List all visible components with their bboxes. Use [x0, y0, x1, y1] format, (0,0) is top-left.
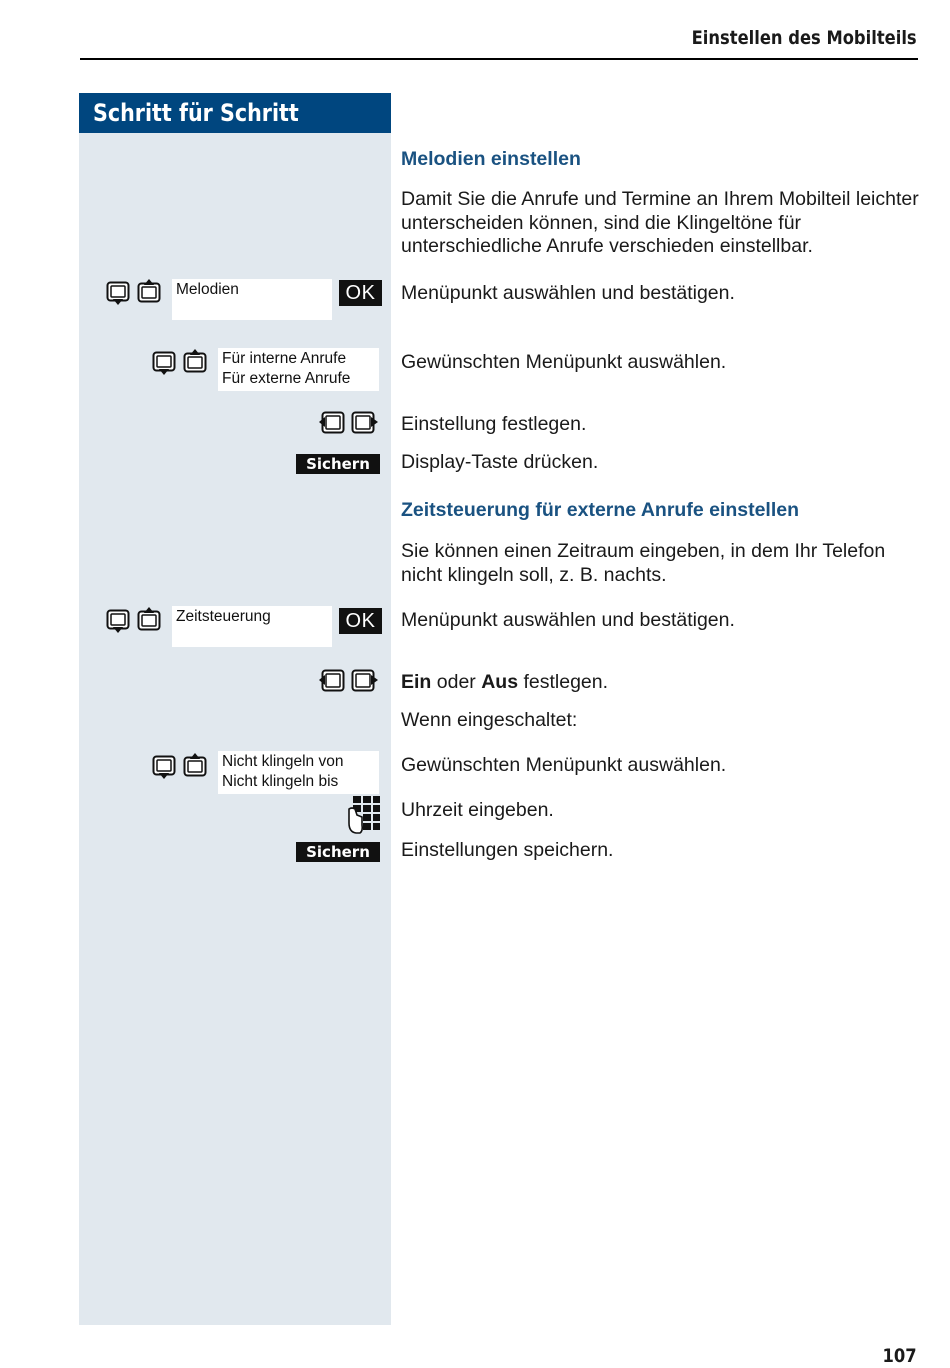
section-intro-zeitsteuerung: Sie können einen Zeitraum eingeben, in dem Ihr Telefon nicht klingeln soll, z. B. nachts. [401, 540, 886, 586]
display-line: Melodien [176, 281, 239, 298]
running-header: Einstellen des Mobilteils [691, 27, 917, 49]
display-line: Für interne Anrufe [222, 350, 347, 367]
step-text: Display-Taste drücken. [401, 451, 599, 473]
display-menu-item [172, 606, 332, 647]
ok-button: OK [339, 280, 382, 306]
step-by-step-header [79, 93, 391, 133]
step-text-end: festlegen. [518, 671, 609, 693]
arrow-up-key-icon [137, 606, 163, 632]
display-line: Nicht klingeln bis [222, 772, 339, 790]
keypad-hand-icon [345, 795, 381, 835]
step-text: Menüpunkt auswählen und bestätigen. [401, 609, 735, 631]
header-rule [80, 58, 918, 60]
arrow-down-key-icon [152, 754, 178, 780]
display-menu-item [172, 279, 332, 320]
arrow-down-key-icon [106, 280, 132, 306]
option-ein: Ein [401, 671, 432, 693]
arrow-right-key-icon [351, 411, 379, 435]
note-text: Wenn eingeschaltet: [401, 709, 578, 731]
sichern-softkey: Sichern [296, 842, 380, 862]
step-text: Gewünschten Menüpunkt auswählen. [401, 754, 727, 776]
arrow-up-key-icon [137, 278, 163, 304]
step-text: Einstellungen speichern. [401, 839, 614, 861]
section-intro-melodien: Damit Sie die Anrufe und Termine an Ihrem Mobilteil leichter unterscheiden können, sind die Klingeltöne für unterschiedliche Anrufe verschieden einstellbar. [401, 188, 919, 257]
arrow-down-key-icon [106, 608, 132, 634]
display-line: Nicht klingeln von [222, 753, 344, 770]
page-number: 107 [882, 1345, 917, 1367]
display-line: Zeitsteuerung [176, 608, 271, 625]
arrow-left-key-icon [318, 411, 346, 435]
option-aus: Aus [481, 671, 519, 693]
arrow-down-key-icon [152, 350, 178, 376]
display-menu-options [218, 751, 379, 794]
section-heading-melodien: Melodien einstellen [401, 148, 581, 170]
section-heading-zeitsteuerung: Zeitsteuerung für externe Anrufe einstellen [401, 499, 800, 521]
ok-button: OK [339, 608, 382, 634]
step-by-step-title: Schritt für Schritt [93, 99, 299, 127]
step-text-ein-aus [401, 671, 921, 695]
arrow-up-key-icon [183, 348, 209, 374]
step-by-step-column [79, 93, 391, 1325]
step-text: Gewünschten Menüpunkt auswählen. [401, 351, 727, 373]
step-text: Einstellung festlegen. [401, 413, 587, 435]
step-text-connector: oder [431, 671, 482, 693]
step-text: Uhrzeit eingeben. [401, 799, 554, 821]
sichern-softkey: Sichern [296, 454, 380, 474]
arrow-right-key-icon [351, 669, 379, 693]
display-line: Für externe Anrufe [222, 369, 351, 387]
step-text: Menüpunkt auswählen und bestätigen. [401, 282, 735, 304]
display-menu-options [218, 348, 379, 391]
arrow-up-key-icon [183, 752, 209, 778]
arrow-left-key-icon [318, 669, 346, 693]
